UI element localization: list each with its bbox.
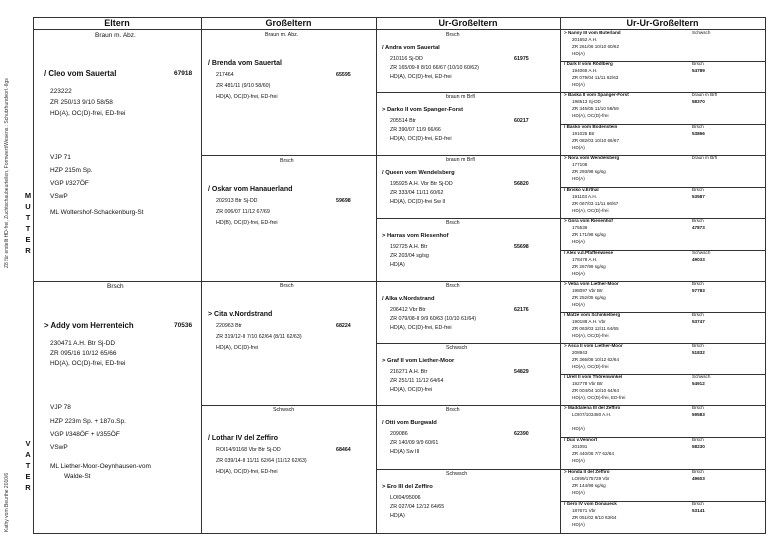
gggp-line1: 201091 [572,444,588,449]
ggp-line3: HD(A), OC(D)-frei [390,387,433,393]
ggp-number: 55698 [514,244,529,250]
column-line [765,17,766,534]
gggp-name: / Basko vom Bodenstein [564,124,618,129]
gggp-line1: 198097 Vbr Btr [572,288,603,293]
ggp-line1: 205514 Btr [390,118,416,124]
gggp-line1: 178478 A.H. [572,257,598,262]
row-line [201,281,376,282]
column-line [33,17,34,534]
gp-name: / Brenda vom Sauertal [208,60,282,67]
gggp-name: / Matze vom Schinkelberg [564,312,621,317]
ggp-line2: ZR 140/09 9/9 60/61 [390,440,439,446]
gggp-number: 47873 [692,225,705,230]
father-vswp: VSwP [50,444,68,451]
header-grosseltern: Großeltern [265,18,312,28]
gggp-line3: HD(A) [572,426,585,431]
ggp-number: 62390 [514,431,529,437]
gp-line3: HD(A), OC(D)-frei, ED-frei [216,469,278,475]
mother-vgp: VGP I/327ÖF [50,180,89,187]
gggp-line3: HD(A) [572,82,585,87]
gggp-number: 49603 [692,476,705,481]
gggp-color: Brsch [692,281,704,286]
gggp-line1: 201652 A.H. [572,37,598,42]
mother-number: 67918 [174,70,193,77]
row-line [376,155,560,156]
gggp-color: Brsch [692,405,704,410]
gggp-number: 59583 [692,412,705,417]
gp-name: / Lothar IV del Zeffiro [208,435,279,442]
ggp-number: 54829 [514,369,529,375]
ggp-color: Schwsch [446,471,468,477]
ggp-line2: ZR 251/11 11/12 64/64 [390,378,444,384]
gggp-line2: ZR 267/99 sg/sg [572,264,606,269]
gggp-color: Brsch [692,437,704,442]
father-ml-cont: Walde-St [64,473,91,480]
ggp-name: / Alka v.Nordstrand [382,296,435,302]
gggp-name: > Honda II del Zeffiro [564,469,610,474]
ggp-name: > Ero III del Zeffiro [382,484,433,490]
gggp-line1: 192778 Vbr Btr [572,381,603,386]
row-line [376,281,560,282]
gp-number: 68464 [336,447,351,453]
gggp-line2: ZR 261/06 10/10 60/62 [572,44,619,49]
gggp-number: 54912 [692,381,705,386]
gp-line1: 202913 Btr Sj-DD [216,198,258,204]
father-vgp: VGP I/348ÖF + I/355ÖF [50,431,120,438]
father-number: 70536 [174,322,193,329]
gggp-line2: ZR 051/02 8/10 63/64 [572,515,617,520]
gggp-line2: ZR 004/04 10/10 64/64 [572,388,619,393]
gggp-line3: HD(A) [572,145,585,150]
father-reg: 230471 A.H. Btr Sj-DD [50,340,116,347]
gggp-color: Brsch [692,501,704,506]
column-line [560,17,561,534]
gggp-line2: ZR 063/03 12/11 64/65 [572,326,619,331]
gggp-name: > Maddalena III del Zeffiro [564,405,621,410]
gggp-name: / Urell II vom Thörenwinkel [564,374,623,379]
gggp-number: 53141 [692,508,705,513]
gp-line3: HD(B), OC(D)-frei, ED-frei [216,220,278,226]
gp-line3: HD(A), OC(D)-frei, ED-frei [216,94,278,100]
gggp-number: 53587 [692,194,705,199]
ggp-line3: HD(A), OC(D)-frei, ED-frei [390,136,452,142]
gggp-line3: HD(A) [572,522,585,527]
gggp-color: Brsch [692,469,704,474]
row-line [201,405,376,406]
gp-number: 68224 [336,323,351,329]
ggp-number: 56820 [514,181,529,187]
gggp-line2: ZR 440/06 7/7 62/64 [572,451,614,456]
gggp-line2: ZR 171/98 sg/sg [572,232,606,237]
row-line [376,469,560,470]
gp-color: Schwsch [273,407,295,413]
father-hd: HD(A), OC(D)-frei, ED-frei [50,360,126,367]
row-line [376,218,560,219]
ggp-color: braun m Brfl [446,94,475,100]
mother-hzp: HZP 215m Sp. [50,167,93,174]
gp-name: > Cita v.Nordstrand [208,311,273,318]
header-eltern: Eltern [104,18,130,28]
ggp-name: / Otti vom Burgwald [382,420,437,426]
gggp-name: / Alex v.d.Pfaffenwiese [564,250,614,255]
vater-label: V A T E R [25,439,31,492]
mother-name: / Cleo vom Sauertal [44,69,117,78]
ggp-line3: HD(A) [390,262,405,268]
ggp-line3: HD(A) Sw III [390,449,420,455]
gggp-name: > Nanny III vom Buterland [564,30,621,35]
gggp-name: / Dark II vom Rödlberg [564,61,613,66]
ggp-number: 61975 [514,56,529,62]
row-line [33,281,201,282]
gggp-line3: HD(A) [572,51,585,56]
ggp-line2: ZR 203/04 sg/sg [390,253,429,259]
gggp-number: 51832 [692,350,705,355]
gggp-number: 53747 [692,319,705,324]
ggp-color: Brsch [446,407,460,413]
gggp-line3: HD(A), OC(D)-frei [572,113,609,118]
gggp-number: 58230 [692,444,705,449]
gggp-number: 58370 [692,99,705,104]
gggp-line1: 177108 [572,162,588,167]
mother-zr: ZR 250/13 9/10 58/58 [50,99,113,106]
gggp-line3: HD(A) [572,302,585,307]
gggp-color: Schwsch [692,30,711,35]
father-color: Brsch [107,283,124,290]
gggp-color: braun m Brfl [692,92,718,97]
gp-number: 59698 [336,198,351,204]
gggp-line1: 187671 Vbr [572,508,596,513]
gggp-number: 49033 [692,257,705,262]
gggp-line3: HD(A), OC(D)-frei [572,208,609,213]
ggp-line1: 195925 A.H. Vbr Btr Sj-DD [390,181,453,187]
gggp-line1: 191103 A.H. [572,194,597,199]
father-ml: ML Liether-Moor-Oeynhausen-vom [50,463,151,470]
gggp-name: / Brisko v.Erthal [564,187,599,192]
row-line [376,343,560,344]
mother-reg: 223222 [50,88,72,95]
table-bottom-line [33,533,765,534]
father-hzp: HZP 223m Sp. + 187o.Sp. [50,418,126,425]
gggp-number: 54789 [692,68,705,73]
ggp-line1: 206412 Vbr Btr [390,307,426,313]
side-note-bottom: Kathy vom Beurthe 2010/6 [4,472,10,532]
gggp-line3: HD(A), OC(D)-frei, ED-frei [572,395,626,400]
gggp-color: Schwsch [692,250,711,255]
mutter-label: M U T T E R [24,191,32,255]
father-zr: ZR 095/16 10/12 65/66 [50,350,117,357]
row-line [376,92,560,93]
gp-line1: 220963 Btr [216,323,242,329]
gggp-name: > Gora vom Riesenhof [564,218,613,223]
gggp-line3: HD(A) [572,490,585,495]
gp-line2: ZR 006/07 11/12 67/69 [216,209,270,215]
column-line [201,17,202,534]
gggp-name: > Baska II vom Spanger-Forst [564,92,629,97]
ggp-color: braun m Brfl [446,157,475,163]
mother-color: Braun m. Abz. [95,32,136,39]
gggp-color: Schwsch [692,374,711,379]
gggp-line2: ZR 082/03 10/10 66/67 [572,138,619,143]
gggp-line1: LOI99/175729 Vbr [572,476,610,481]
ggp-line1: 210116 Sj-DD [390,56,423,62]
gggp-number: 53866 [692,131,705,136]
ggp-number: 60217 [514,118,529,124]
mother-ml: ML Woltershof-Schackenburg-St [50,209,144,216]
ggp-name: > Harras vom Riesenhof [382,233,449,239]
gggp-line2: ZR 144/99 sg/sg [572,483,606,488]
gggp-line2: ZR 366/08 10/12 62/64 [572,357,619,362]
gggp-line2: ZR 079/04 11/11 62/63 [572,75,619,80]
ggp-line2: ZR 027/04 12/12 64/65 [390,504,445,510]
gp-color: Braun m. Abz. [265,32,299,38]
gp-color: Brsch [280,158,294,164]
gggp-line3: HD(A) [572,176,585,181]
gggp-name: > Asca II vom Liether-Moor [564,343,623,348]
gp-name: / Oskar vom Hanauerland [208,186,293,193]
gggp-line2: ZR 067/03 11/11 66/67 [572,201,619,206]
gggp-color: Brsch [692,187,704,192]
mother-vjp: VJP 71 [50,154,71,161]
row-line [201,155,376,156]
ggp-line3: HD(A), OC(D)-frei, ED-frei [390,74,452,80]
ggp-name: > Darko II vom Spanger-Forst [382,107,464,113]
ggp-color: Brsch [446,220,460,226]
gggp-line3: HD(A) [572,239,585,244]
ggp-name: / Andra vom Sauertal [382,45,440,51]
mother-vswp: VSwP [50,193,68,200]
gp-line2: ZR 039/14-II 11/11 62/64 (11/12 62/63) [216,458,307,464]
column-line [376,17,377,534]
gggp-color: Brsch [692,124,704,129]
gggp-color: Brsch [692,312,704,317]
header-bottom-line [33,29,765,30]
ggp-line1: 216271 A.H. Btr [390,369,428,375]
gggp-color: Brsch [692,218,704,223]
ggp-line2: ZR 390/07 11/9 66/66 [390,127,441,133]
ggp-name: > Graf II vom Liether-Moor [382,358,455,364]
gp-color: Brsch [280,283,294,289]
gp-line1: 217464 [216,72,234,78]
ggp-line3: HD(A), OC(D)-frei, ED-frei [390,325,452,331]
gggp-line1: LOI07/103480 A.H. [572,412,612,417]
gggp-name: > Veba vom Liether-Moor [564,281,619,286]
gggp-color: Brsch [692,61,704,66]
gp-number: 65595 [336,72,351,78]
ggp-line2: ZR 079/08-II 9/9 60/63 (10/10 61/64) [390,316,476,322]
gp-line3: HD(A), OC(D)-frei [216,345,259,351]
ggp-name: / Queen vom Wendelsberg [382,170,455,176]
ggp-line1: 209086 [390,431,408,437]
gp-line2: ZR 481/11 (9/10 58/60) [216,83,271,89]
gggp-name: > Nora vom Wendelsberg [564,155,620,160]
gggp-line3: HD(A) [572,458,585,463]
gggp-line3: HD(A) [572,271,585,276]
mother-hd: HD(A), OC(D)-frei, ED-frei [50,110,126,117]
gggp-number: 57783 [692,288,705,293]
ggp-color: Schwsch [446,345,468,351]
gggp-line1: 190188 A.H. Vbr [572,319,606,324]
ggp-color: Brsch [446,283,460,289]
gggp-line1: 191025 Btr [572,131,595,136]
gggp-line3: HD(A), OC(D)-frei [572,333,609,338]
gp-line1: ROI14/91168 Vbr Btr Sj-DD [216,447,281,453]
ggp-line3: HD(A) [390,513,405,519]
gggp-line2: ZR 293/98 sg/sg [572,169,606,174]
gggp-line1: 208943 [572,350,588,355]
ggp-line3: HD(A), OC(D)-frei Sw II [390,199,446,205]
gggp-line1: 194069 A.H. [572,68,598,73]
gggp-name: / Gero IV vom Donaueck [564,501,617,506]
gggp-line2: ZR 252/05 sg/sg [572,295,606,300]
gggp-line1: 175536 [572,225,588,230]
gggp-color: braun m Brfl [692,155,718,160]
side-note-top: Z8 für erstellt HD-frei, Zuchtschaubeurteilen, Formwert/Wesens.: Schutzhundvorl.-Ilgs [4,78,10,268]
gggp-line3: HD(A), OC(D)-frei [572,364,609,369]
ggp-line2: ZR 333/04 11/11 60/62 [390,190,444,196]
gggp-line1: 198513 Sj-DD [572,99,601,104]
header-ur-grosseltern: Ur-Großeltern [438,18,498,28]
father-vjp: VJP 78 [50,404,71,411]
ggp-line1: LOI04/95006 [390,495,421,501]
ggp-color: Brsch [446,32,460,38]
ggp-line2: ZR 165/09-II 8/10 66/67 (10/10 60/62) [390,65,479,71]
ggp-number: 62176 [514,307,529,313]
row-line [376,405,560,406]
ggp-line1: 192725 A.H. Btr [390,244,428,250]
father-name: > Addy vom Herrenteich [44,321,134,330]
gp-line2: ZR 319/12-II 7/10 62/64 (8/11 62/63) [216,334,302,340]
gggp-color: Brsch [692,343,704,348]
gggp-line2: ZR 345/05 11/10 58/59 [572,106,619,111]
gggp-name: / Dux v.Vennort [564,437,598,442]
header-ur-ur-grosseltern: Ur-Ur-Großeltern [626,18,699,28]
